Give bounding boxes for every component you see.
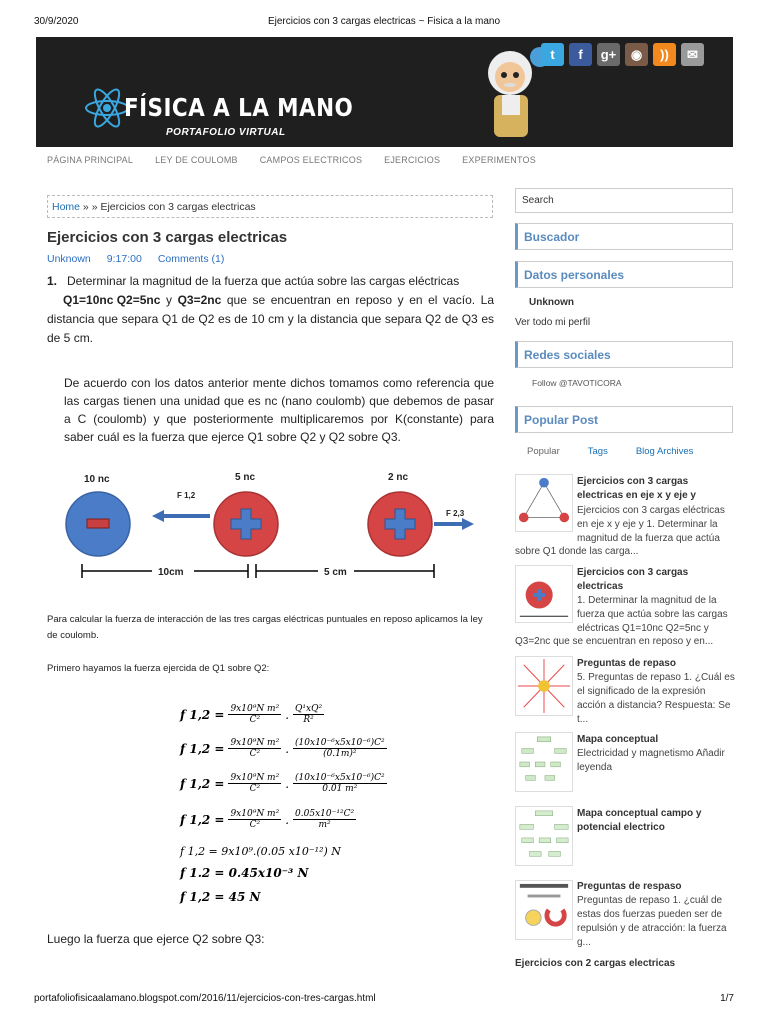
widget-heading-buscador: Buscador bbox=[515, 223, 733, 250]
post-thumbnail[interactable] bbox=[515, 806, 573, 866]
equation-3: f 1,2 = $\frac{\text{9x10⁹N m²}}{\text{C²}}$ . $\frac{\text{(10x10⁻⁶x5x10⁻⁶)C²}}{\text{0.01 m²}}$ bbox=[180, 773, 385, 794]
distance-5cm-label: 5 cm bbox=[324, 567, 347, 578]
q3-label: 2 nc bbox=[388, 472, 409, 483]
popular-post-snippet: 1. Determinar la magnitud de la fuerza que actúa sobre las cargas eléctricas Q1=10nc Q2=5nc y bbox=[577, 595, 728, 634]
search-input[interactable]: Search bbox=[515, 188, 733, 213]
tab-tags[interactable]: Tags bbox=[587, 446, 608, 457]
popular-post-title[interactable]: Preguntas de repaso bbox=[577, 658, 676, 669]
explanation-paragraph: De acuerdo con los datos anterior mente dichos tomamos como referencia que las cargas tienen una unidad que es nc (nano coulomb) que debemos de pasar a C (coulomb) y que posteriormente multiplicaremos por K(constante) para saber cuál es la fuerza que ejerce Q1 sobre Q2 y Q2 sobre Q3. bbox=[64, 376, 494, 444]
arrow-right-icon bbox=[462, 518, 474, 530]
print-date: 30/9/2020 bbox=[34, 16, 79, 27]
post-title: Ejercicios con 3 cargas electricas bbox=[47, 229, 288, 246]
post-author-link[interactable]: Unknown bbox=[47, 253, 91, 265]
social-icons bbox=[541, 43, 704, 66]
popular-post-snippet: Electricidad y magnetismo Añadir leyenda bbox=[577, 748, 725, 773]
site-title: FÍSICA A LA MANO bbox=[124, 93, 354, 122]
second-force-paragraph: Luego la fuerza que ejerce Q2 sobre Q3: bbox=[47, 932, 265, 946]
f23-label: F 2,3 bbox=[446, 509, 465, 518]
nav-item-ejercicios[interactable]: EJERCICIOS bbox=[384, 155, 441, 165]
popular-post-title[interactable]: Preguntas de respaso bbox=[577, 881, 682, 892]
instagram-icon[interactable]: ◉ bbox=[625, 43, 648, 66]
post-time-link[interactable]: 9:17:00 bbox=[106, 253, 142, 265]
equation-5: f 1,2 = 9x10⁹.(0.05 x10⁻¹²) N bbox=[180, 845, 341, 858]
widget-heading-datos-personales: Datos personales bbox=[515, 261, 733, 288]
breadcrumb-home-link[interactable]: Home bbox=[52, 201, 81, 213]
einstein-mascot-icon bbox=[472, 45, 552, 145]
tab-blog-archives[interactable]: Blog Archives bbox=[635, 446, 694, 457]
nav-item-pagina-principal[interactable]: PÁGINA PRINCIPAL bbox=[47, 155, 134, 165]
follow-link[interactable]: Follow @TAVOTICORA bbox=[532, 378, 622, 388]
post-thumbnail[interactable] bbox=[515, 880, 573, 940]
equation-6: f 1.2 = 0.45x10⁻³ N bbox=[180, 866, 309, 880]
main-nav bbox=[47, 155, 536, 165]
print-title: Ejercicios con 3 cargas electricas ~ Fisica a la mano bbox=[267, 16, 501, 27]
post-thumbnail[interactable] bbox=[515, 565, 573, 623]
rss-icon[interactable]: )) bbox=[653, 43, 676, 66]
facebook-icon[interactable]: f bbox=[569, 43, 592, 66]
popular-post-title[interactable]: Ejercicios con 3 cargas electricas bbox=[577, 567, 689, 592]
twitter-icon[interactable]: t bbox=[541, 43, 564, 66]
tab-popular[interactable]: Popular bbox=[527, 446, 560, 457]
print-footer bbox=[34, 993, 734, 1004]
q2-label: 5 nc bbox=[235, 472, 256, 483]
equation-1: f 1,2 = $\frac{\text{9x10⁹N m²}}{\text{C²}}$ . $\frac{\text{Q¹xQ²}}{\text{R²}}$ bbox=[180, 704, 323, 725]
print-header bbox=[34, 16, 734, 27]
coulomb-paragraph: Para calcular la fuerza de interacción de las tres cargas eléctricas puntuales en reposo aplicamos la ley de coulomb. bbox=[47, 614, 483, 641]
google-plus-icon[interactable]: g+ bbox=[597, 43, 620, 66]
print-url: portafoliofisicaalamano.blogspot.com/2016/11/ejercicios-con-tres-cargas.html bbox=[34, 993, 376, 1004]
arrow-left-icon bbox=[152, 510, 164, 522]
popular-tabs bbox=[527, 446, 693, 457]
popular-post-title[interactable]: Ejercicios con 2 cargas electricas bbox=[515, 958, 676, 969]
view-profile-link[interactable]: Ver todo mi perfil bbox=[515, 317, 591, 328]
popular-post-snippet-continued: Q3=2nc que se encuentran en reposo y en... bbox=[515, 636, 714, 647]
mail-icon[interactable]: ✉ bbox=[681, 43, 704, 66]
post-meta bbox=[47, 253, 224, 265]
post-thumbnail[interactable] bbox=[515, 732, 573, 792]
post-thumbnail[interactable] bbox=[515, 474, 573, 532]
first-force-paragraph: Primero hayamos la fuerza ejercida de Q1 sobre Q2: bbox=[47, 663, 270, 674]
popular-post-snippet-continued: sobre Q1 donde las carga... bbox=[515, 546, 639, 557]
print-page-number: 1/7 bbox=[720, 993, 734, 1004]
equation-7: f 1,2 = 45 N bbox=[180, 890, 261, 904]
minus-icon bbox=[87, 519, 109, 528]
popular-post-snippet: Ejercicios con 3 cargas eléctricas en eje x y eje y 1. Determinar la magnitud de la fuerza que actúa bbox=[577, 505, 725, 544]
site-subtitle: PORTAFOLIO VIRTUAL bbox=[166, 127, 286, 138]
popular-post-snippet: 5. Preguntas de repaso 1. ¿Cuál es el significado de la expresión acción a distancia? Respuesta: Se t... bbox=[577, 672, 735, 725]
nav-item-ley-de-coulomb[interactable]: LEY DE COULOMB bbox=[155, 155, 238, 165]
f12-label: F 1,2 bbox=[177, 491, 196, 500]
popular-post-title[interactable]: Mapa conceptual bbox=[577, 734, 659, 745]
widget-heading-popular-post: Popular Post bbox=[515, 406, 733, 433]
exercise-number: 1. bbox=[47, 274, 58, 288]
breadcrumb-current: » » Ejercicios con 3 cargas electricas bbox=[80, 201, 256, 213]
post-comments-link[interactable]: Comments (1) bbox=[157, 253, 225, 265]
equation-2: f 1,2 = $\frac{\text{9x10⁹N m²}}{\text{C²}}$ . $\frac{\text{(10x10⁻⁶x5x10⁻⁶)C²}}{\text{(0.1m)²}}$ bbox=[180, 738, 385, 759]
charges-diagram bbox=[60, 462, 480, 587]
breadcrumb bbox=[47, 195, 493, 218]
post-thumbnail[interactable] bbox=[515, 656, 573, 716]
popular-post-snippet: Preguntas de repaso 1. ¿cuál de estas dos fuerzas pueden ser de repulsión y de atracción: la fuerza g... bbox=[577, 895, 727, 948]
profile-name[interactable]: Unknown bbox=[529, 297, 574, 308]
q1-label: 10 nc bbox=[84, 474, 110, 485]
distance-10cm-label: 10cm bbox=[158, 567, 184, 578]
popular-post-title[interactable]: Mapa conceptual campo y potencial electrico bbox=[577, 808, 702, 833]
nav-item-campos-electricos[interactable]: CAMPOS ELECTRICOS bbox=[259, 155, 363, 165]
widget-heading-redes-sociales: Redes sociales bbox=[515, 341, 733, 368]
exercise-statement: 1. Determinar la magnitud de la fuerza que actúa sobre las cargas eléctricas Q1=10nc Q2=5nc y Q3=2nc que se encuentran en reposo y en el vacío. La distancia que separa Q1 de Q2 es de 10 cm y la distancia que separa Q2 de Q3 es de 5 cm. bbox=[47, 274, 495, 345]
site-banner[interactable] bbox=[36, 37, 733, 147]
equation-4: f 1,2 = $\frac{\text{9x10⁹N m²}}{\text{C²}}$ . $\frac{\text{0.05x10⁻¹²C²}}{\text{m²}}$ bbox=[180, 809, 355, 830]
nav-item-experimentos[interactable]: EXPERIMENTOS bbox=[462, 155, 536, 165]
popular-post-title[interactable]: Ejercicios con 3 cargas electricas en eje x y eje y bbox=[577, 476, 696, 501]
